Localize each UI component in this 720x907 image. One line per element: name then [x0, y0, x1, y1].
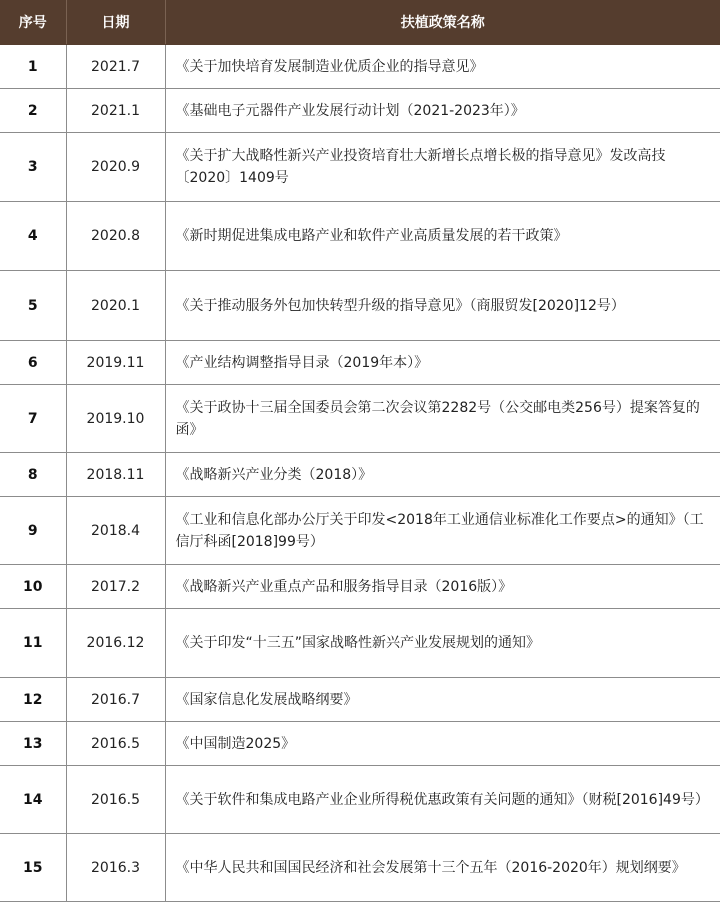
table-row — [0, 341, 720, 385]
row-date: 2019.10 — [66, 385, 165, 453]
row-index: 11 — [0, 609, 66, 678]
table-row — [0, 834, 720, 902]
row-policy-name: 《产业结构调整指导目录（2019年本）》 — [165, 341, 720, 385]
row-policy-name: 《关于政协十三届全国委员会第二次会议第2282号（公交邮电类256号）提案答复的函》 — [165, 385, 720, 453]
row-policy-name: 《关于推动服务外包加快转型升级的指导意见》（商服贸发[2020]12号） — [165, 271, 720, 341]
table-row — [0, 453, 720, 497]
row-date: 2018.4 — [66, 497, 165, 565]
row-index: 3 — [0, 133, 66, 202]
table-row — [0, 89, 720, 133]
row-index: 9 — [0, 497, 66, 565]
row-policy-name: 《新时期促进集成电路产业和软件产业高质量发展的若干政策》 — [165, 202, 720, 271]
row-date: 2020.9 — [66, 133, 165, 202]
row-index: 7 — [0, 385, 66, 453]
row-date: 2020.8 — [66, 202, 165, 271]
row-policy-name: 《战略新兴产业分类（2018）》 — [165, 453, 720, 497]
row-date: 2016.12 — [66, 609, 165, 678]
table-row — [0, 565, 720, 609]
row-date: 2018.11 — [66, 453, 165, 497]
row-policy-name: 《国家信息化发展战略纲要》 — [165, 678, 720, 722]
row-index: 12 — [0, 678, 66, 722]
row-date: 2019.11 — [66, 341, 165, 385]
row-policy-name: 《关于加快培育发展制造业优质企业的指导意见》 — [165, 45, 720, 89]
row-date: 2016.3 — [66, 834, 165, 902]
row-index: 2 — [0, 89, 66, 133]
table-row — [0, 202, 720, 271]
row-policy-name: 《关于印发“十三五”国家战略性新兴产业发展规划的通知》 — [165, 609, 720, 678]
table-row — [0, 766, 720, 834]
table-row — [0, 497, 720, 565]
table-row — [0, 133, 720, 202]
row-index: 15 — [0, 834, 66, 902]
row-policy-name: 《战略新兴产业重点产品和服务指导目录（2016版）》 — [165, 565, 720, 609]
row-index: 4 — [0, 202, 66, 271]
row-date: 2016.5 — [66, 722, 165, 766]
table-row — [0, 722, 720, 766]
row-date: 2016.5 — [66, 766, 165, 834]
row-date: 2020.1 — [66, 271, 165, 341]
row-policy-name: 《中华人民共和国国民经济和社会发展第十三个五年（2016-2020年）规划纲要》 — [165, 834, 720, 902]
table-row — [0, 271, 720, 341]
row-policy-name: 《中国制造2025》 — [165, 722, 720, 766]
header-row — [0, 0, 720, 45]
row-policy-name: 《关于软件和集成电路产业企业所得税优惠政策有关问题的通知》（财税[2016]49号） — [165, 766, 720, 834]
row-policy-name: 《工业和信息化部办公厅关于印发<2018年工业通信业标准化工作要点>的通知》（工信厅科函[2018]99号） — [165, 497, 720, 565]
table-row — [0, 45, 720, 89]
row-date: 2016.7 — [66, 678, 165, 722]
row-policy-name: 《关于扩大战略性新兴产业投资培育壮大新增长点增长极的指导意见》发改高技〔2020〕1409号 — [165, 133, 720, 202]
header-index: 序号 — [0, 0, 66, 45]
header-date: 日期 — [66, 0, 165, 45]
row-index: 14 — [0, 766, 66, 834]
row-index: 5 — [0, 271, 66, 341]
row-index: 8 — [0, 453, 66, 497]
row-date: 2017.2 — [66, 565, 165, 609]
table-row — [0, 385, 720, 453]
table-body — [0, 45, 720, 902]
row-index: 10 — [0, 565, 66, 609]
row-index: 6 — [0, 341, 66, 385]
row-index: 13 — [0, 722, 66, 766]
row-date: 2021.7 — [66, 45, 165, 89]
row-index: 1 — [0, 45, 66, 89]
row-date: 2021.1 — [66, 89, 165, 133]
table-row — [0, 609, 720, 678]
header-policy-name: 扶植政策名称 — [165, 0, 720, 45]
table-row — [0, 678, 720, 722]
row-policy-name: 《基础电子元器件产业发展行动计划（2021-2023年）》 — [165, 89, 720, 133]
table-header — [0, 0, 720, 45]
